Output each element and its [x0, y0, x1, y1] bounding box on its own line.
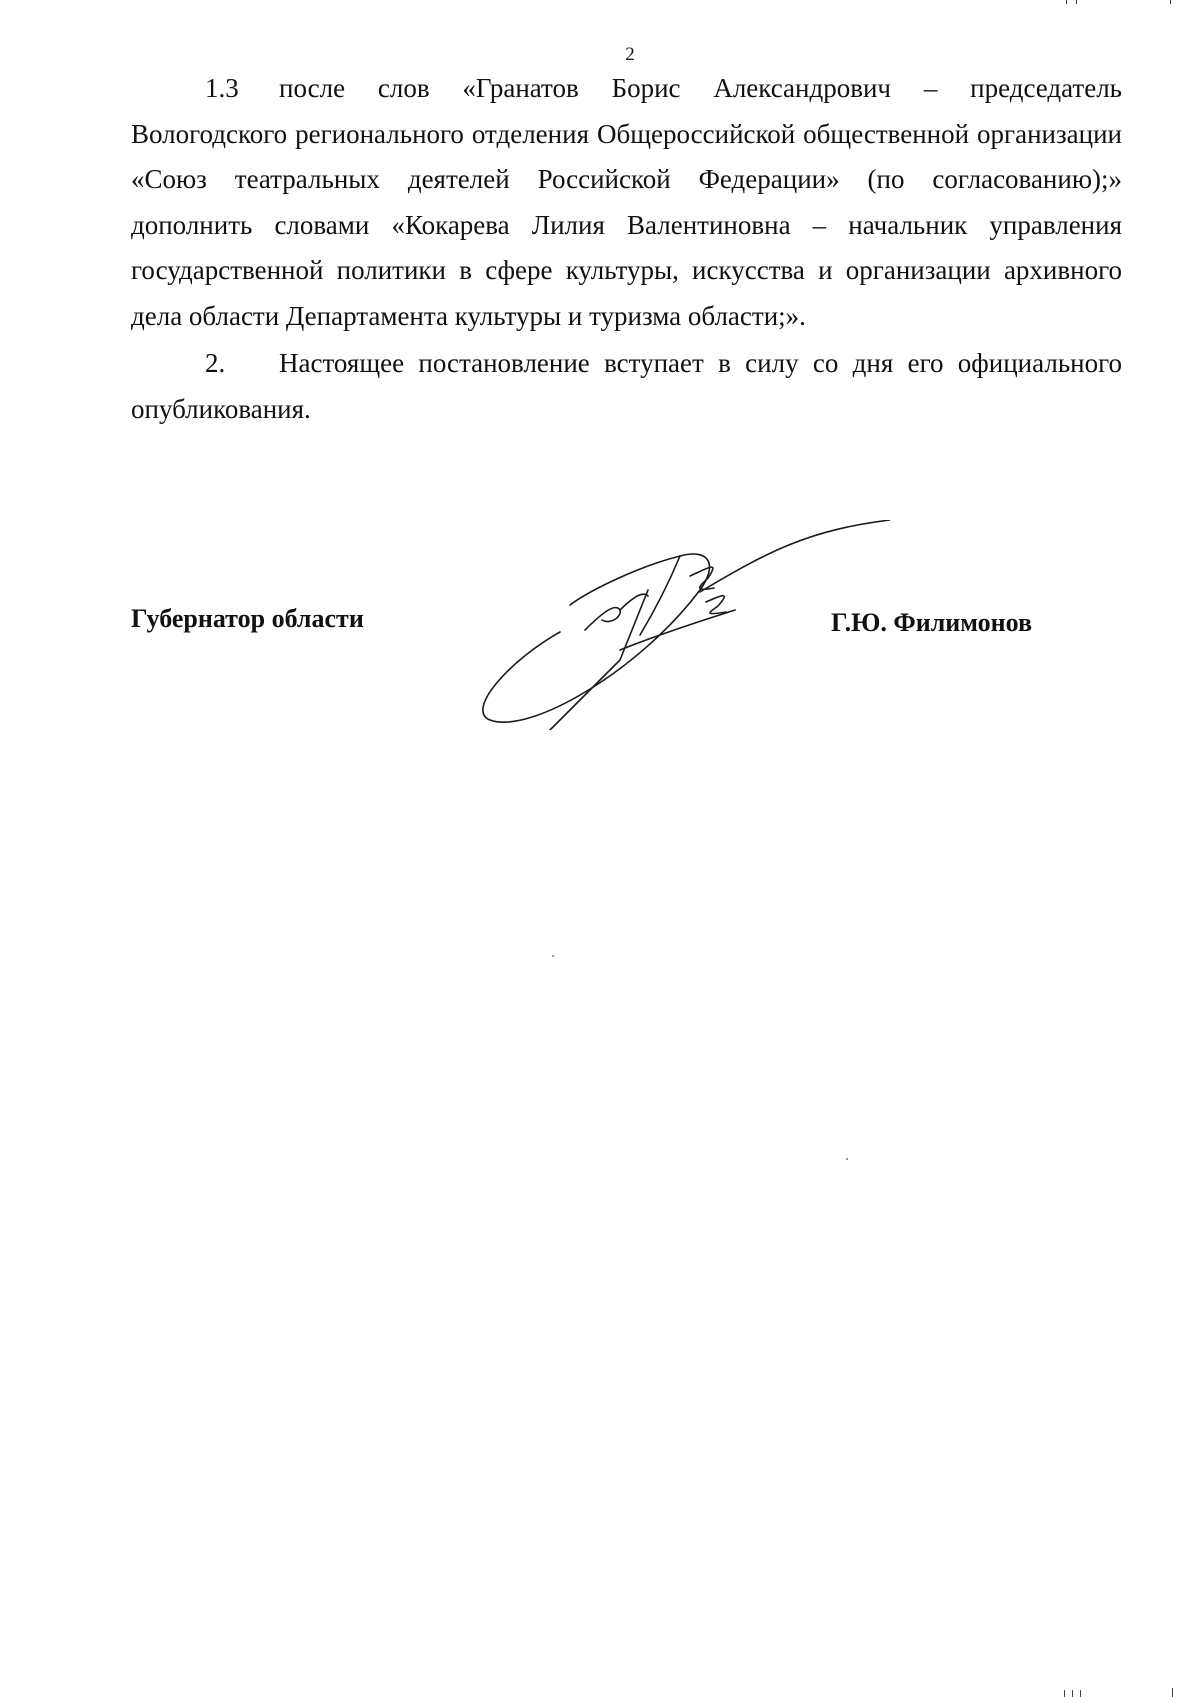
scan-edge-mark [1170, 0, 1171, 4]
paragraph-text: после слов «Гранатов Борис Александрович – председатель Вологодского регионального отделения Общероссийской общественной организации «Союз театральных деятелей Российской Федерации» (по согласованию);» дополнить словами «Кокарева Лилия Валентиновна – начальник управления государственной политики в сфере культуры, искусства и организации архивного дела области Департамента культуры и туризма области;». [131, 73, 1122, 331]
scan-edge-mark [1076, 0, 1077, 4]
scan-edge-mark [1072, 1690, 1073, 1697]
document-body [131, 66, 1122, 432]
scan-edge-mark [1172, 1688, 1173, 1697]
scan-speck [552, 955, 554, 957]
paragraph-number: 2. [205, 348, 226, 378]
signatory-name: Г.Ю. Филимонов [831, 608, 1033, 637]
scan-edge-mark [1064, 1690, 1065, 1697]
paragraph-text: Настоящее постановление вступает в силу со дня его официального опубликования. [131, 348, 1122, 424]
paragraph-2 [131, 341, 1122, 432]
scan-edge-mark [1066, 0, 1067, 4]
signatory-position: Губернатор области [131, 604, 364, 633]
scan-edge-mark [1080, 1690, 1081, 1697]
paragraph-1-3 [131, 66, 1122, 339]
paragraph-number: 1.3 [205, 73, 239, 103]
page-number: 2 [625, 44, 635, 65]
handwritten-signature [470, 520, 890, 730]
scan-speck [846, 1158, 848, 1160]
